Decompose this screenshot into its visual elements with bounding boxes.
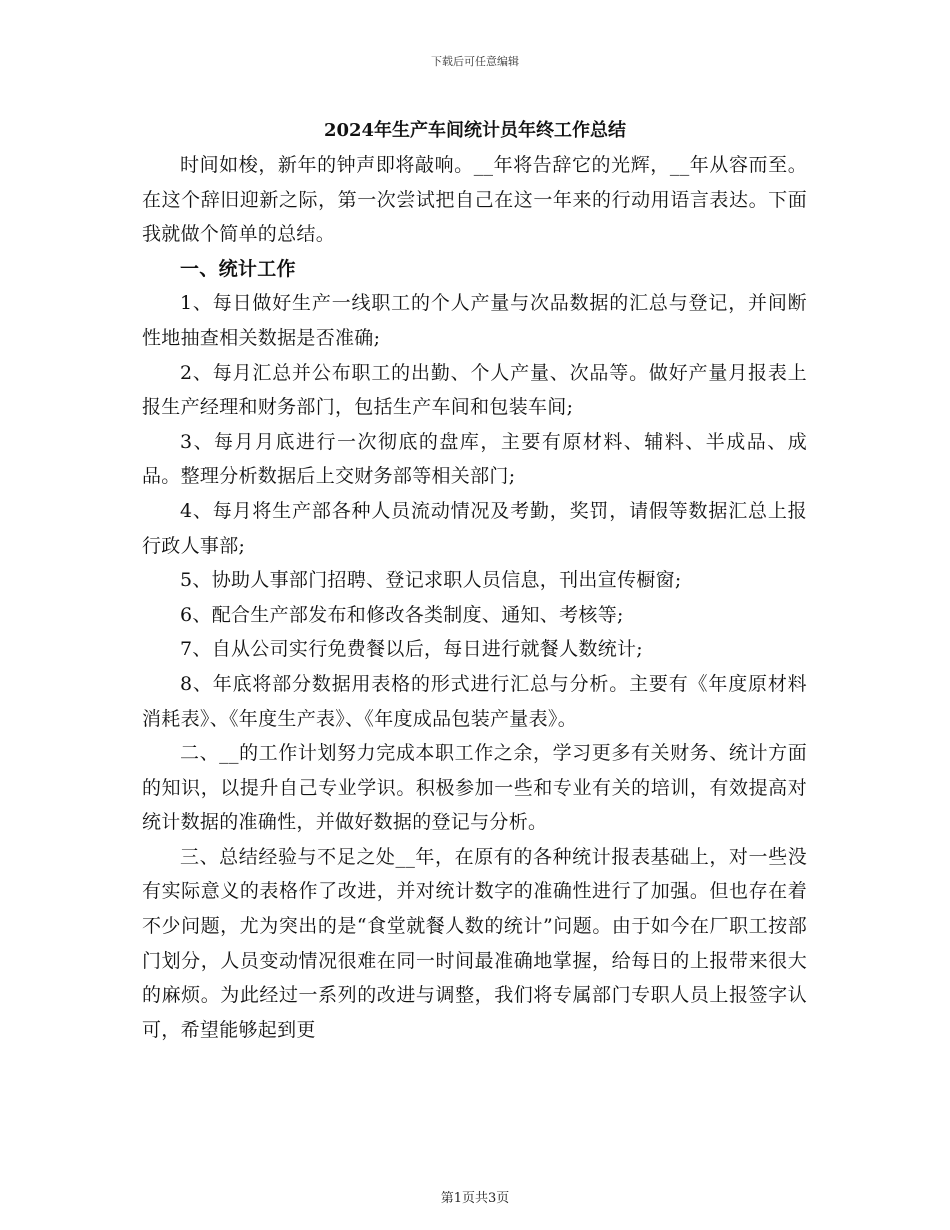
- list-item: 5、协助人事部门招聘、登记求职人员信息，刊出宣传橱窗;: [180, 569, 682, 592]
- document-title: 2024年生产车间统计员年终工作总结: [323, 120, 627, 141]
- section-summary: 三、总结经验与不足之处__年，在原有的各种统计报表基础上，对一些没有实际意义的表格作了改进，并对统计数字的准确性进行了加强。但也存在着不少问题，尤为突出的是“食堂就餐人数的统计”问题。由于如今在厂职工按部门划分，人员变动情况很难在同一时间最准确地掌握，给每日的上报带来很大的麻烦。为此经过一系列的改进与调整，我们将专属部门专职人员上报签字认可，希望能够起到更: [142, 845, 807, 1041]
- page-indicator: 第1页共3页: [440, 1191, 510, 1206]
- list-item: 8、年底将部分数据用表格的形式进行汇总与分析。主要有《年度原材料消耗表》、《年度生产表》、《年度成品包装产量表》。: [142, 672, 807, 730]
- intro-paragraph: 时间如梭，新年的钟声即将敲响。__年将告辞它的光辉，__年从容而至。在这个辞旧迎新之际，第一次尝试把自己在这一年来的行动用语言表达。下面我就做个简单的总结。: [142, 154, 807, 246]
- list-item: 6、配合生产部发布和修改各类制度、通知、考核等;: [180, 603, 624, 626]
- list-item: 3、每月月底进行一次彻底的盘库，主要有原材料、辅料、半成品、成品。整理分析数据后上交财务部等相关部门;: [142, 430, 807, 488]
- document-body: [142, 148, 807, 1047]
- list-item: 1、每日做好生产一线职工的个人产量与次品数据的汇总与登记，并间断性地抽查相关数据是否准确;: [142, 292, 807, 349]
- list-item: 7、自从公司实行免费餐以后，每日进行就餐人数统计;: [180, 638, 643, 661]
- page-header-note: 下载后可任意编辑: [431, 55, 519, 68]
- list-item: 2、每月汇总并公布职工的出勤、个人产量、次品等。做好产量月报表上报生产经理和财务部门，包括生产车间和包装车间;: [142, 361, 807, 419]
- section-heading-statistics: 一、统计工作: [180, 257, 296, 280]
- section-work-plan: 二、__的工作计划努力完成本职工作之余，学习更多有关财务、统计方面的知识，以提升自己专业学识。积极参加一些和专业有关的培训，有效提高对统计数据的准确性，并做好数据的登记与分析。: [142, 742, 807, 834]
- list-item: 4、每月将生产部各种人员流动情况及考勤，奖罚，请假等数据汇总上报行政人事部;: [142, 499, 807, 557]
